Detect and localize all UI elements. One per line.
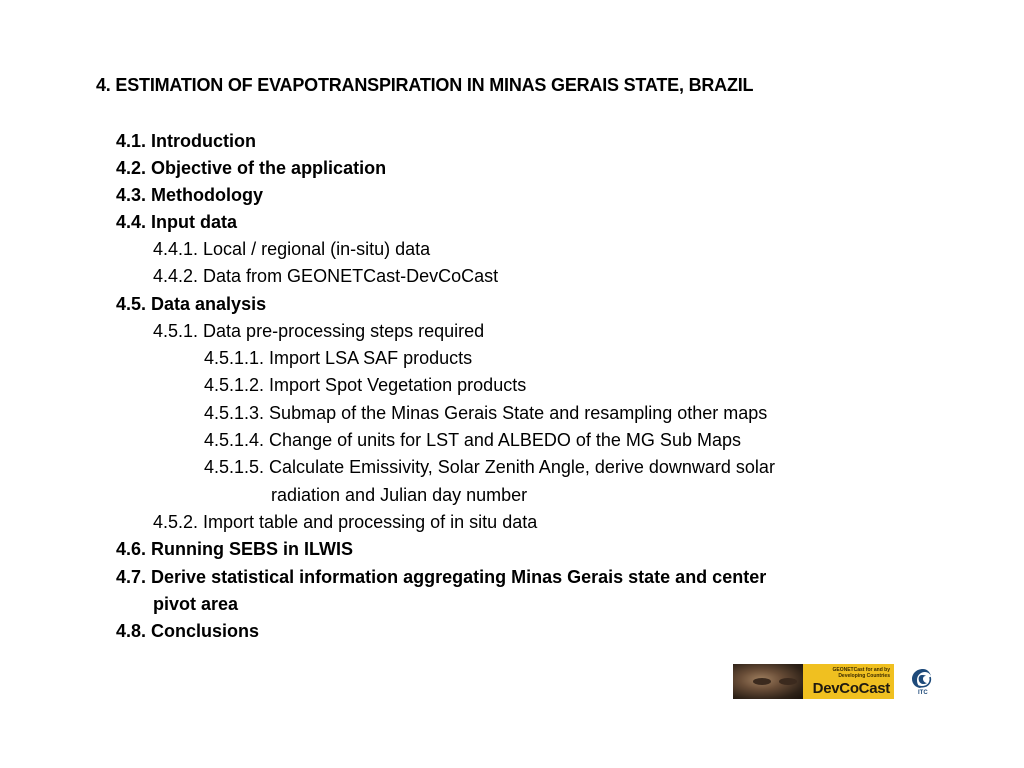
toc-item-4-5-1-5: 4.5.1.5. Calculate Emissivity, Solar Zenith Angle, derive downward solar	[204, 457, 775, 477]
slide-title: 4. ESTIMATION OF EVAPOTRANSPIRATION IN MINAS GERAIS STATE, BRAZIL	[96, 75, 754, 95]
toc-item-4-5-2: 4.5.2. Import table and processing of in situ data	[153, 512, 538, 532]
toc-item-4-5-1-5-cont: radiation and Julian day number	[271, 485, 528, 505]
toc-item-4-1: 4.1. Introduction	[116, 131, 257, 151]
devcocast-name: DevCoCast	[812, 680, 890, 697]
devcocast-photo-icon	[733, 664, 803, 699]
toc-item-4-8: 4.8. Conclusions	[116, 621, 260, 641]
toc-item-4-5-1: 4.5.1. Data pre-processing steps required	[153, 321, 485, 341]
toc-item-4-5-1-2: 4.5.1.2. Import Spot Vegetation products	[204, 375, 527, 395]
toc-item-4-4-1: 4.4.1. Local / regional (in-situ) data	[153, 239, 431, 259]
toc-item-4-7: 4.7. Derive statistical information aggregating Minas Gerais state and center	[116, 567, 767, 587]
toc-item-4-4-2: 4.4.2. Data from GEONETCast-DevCoCast	[153, 266, 499, 286]
toc-item-4-5: 4.5. Data analysis	[116, 294, 267, 314]
toc-item-4-4: 4.4. Input data	[116, 212, 238, 232]
toc-item-4-5-1-3: 4.5.1.3. Submap of the Minas Gerais State and resampling other maps	[204, 403, 768, 423]
itc-label: ITC	[918, 690, 928, 696]
devcocast-logo	[733, 664, 894, 699]
toc-item-4-6: 4.6. Running SEBS in ILWIS	[116, 539, 354, 559]
toc-item-4-2: 4.2. Objective of the application	[116, 158, 387, 178]
toc-item-4-3: 4.3. Methodology	[116, 185, 264, 205]
devcocast-tagline: GEONETCast for and by Developing Countries	[832, 667, 890, 679]
toc-item-4-5-1-4: 4.5.1.4. Change of units for LST and ALBEDO of the MG Sub Maps	[204, 430, 741, 450]
toc-item-4-5-1-1: 4.5.1.1. Import LSA SAF products	[204, 348, 473, 368]
toc-item-4-7-cont: pivot area	[153, 594, 239, 614]
